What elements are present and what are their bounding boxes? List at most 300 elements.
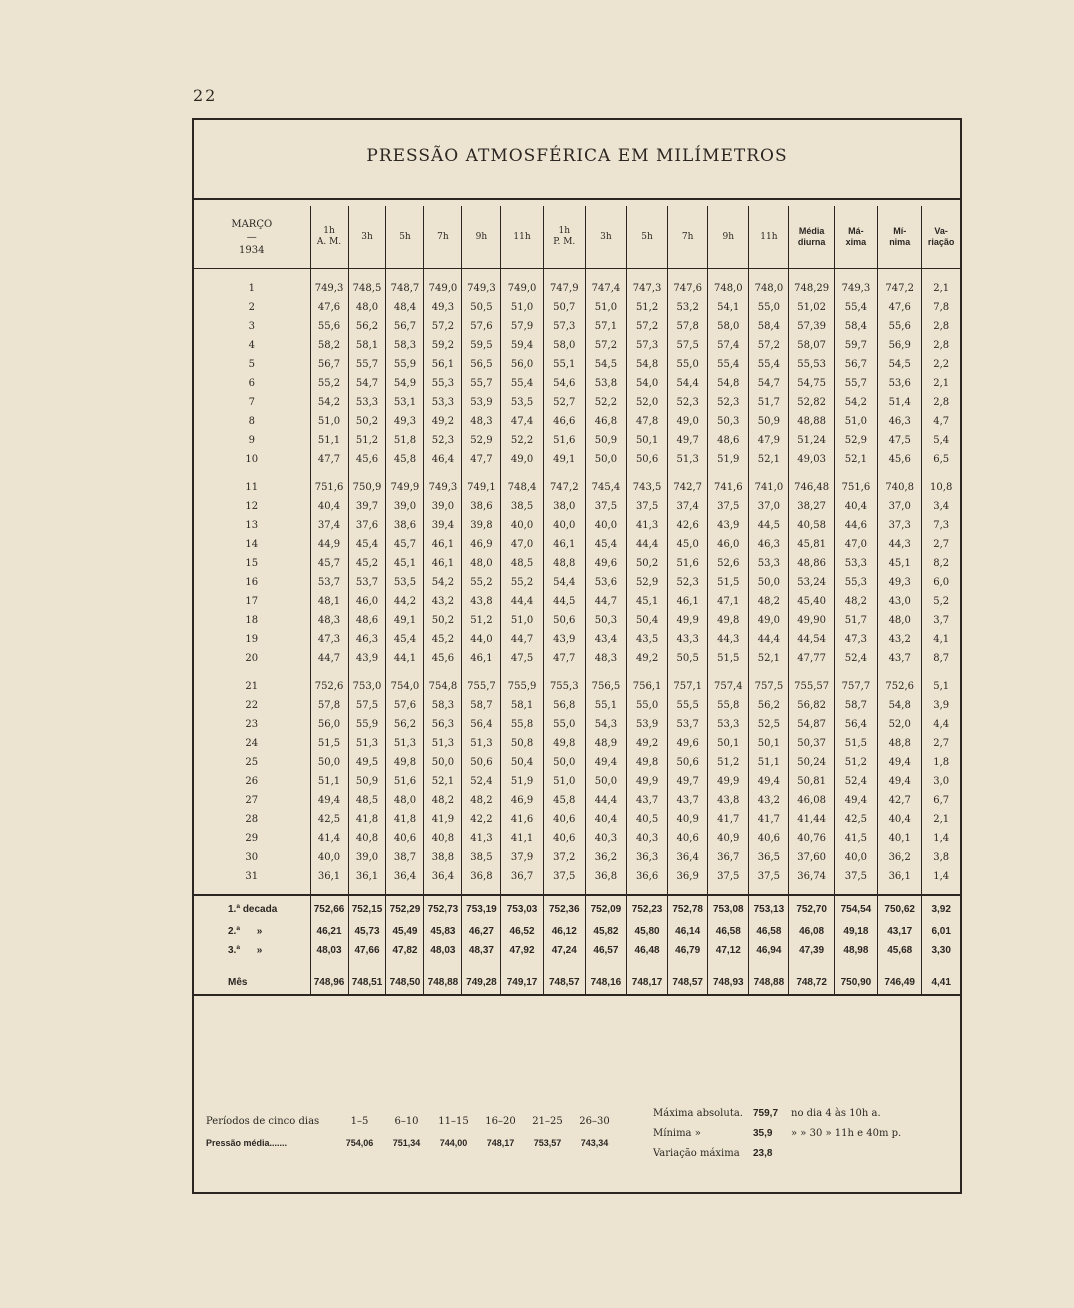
summary-value: 753,08 (708, 895, 749, 922)
summary-value: 48,03 (310, 941, 348, 960)
summary-value: 47,12 (708, 941, 749, 960)
value-cell: 48,3 (310, 611, 348, 630)
value-cell: 46,1 (543, 535, 585, 554)
spacer-cell (543, 668, 585, 677)
value-cell: 51,7 (834, 611, 877, 630)
value-cell: 748,0 (749, 279, 789, 298)
value-cell: 37,60 (789, 848, 834, 867)
spacer-cell (668, 469, 708, 478)
value-cell: 52,0 (878, 715, 922, 734)
day-cell: 15 (245, 558, 259, 569)
value-cell: 51,7 (749, 393, 789, 412)
value-cell: 44,4 (627, 535, 668, 554)
table-row (194, 734, 960, 753)
table-row (194, 810, 960, 829)
value-cell: 51,02 (789, 298, 834, 317)
value-cell: 45,4 (386, 630, 424, 649)
value-cell: 55,2 (501, 573, 543, 592)
value-cell: 45,0 (668, 535, 708, 554)
value-cell: 40,6 (543, 810, 585, 829)
value-cell: 54,87 (789, 715, 834, 734)
table-row (194, 450, 960, 469)
day-cell: 19 (245, 634, 259, 645)
value-cell: 748,7 (386, 279, 424, 298)
value-cell: 36,74 (789, 867, 834, 886)
value-cell: 51,2 (627, 298, 668, 317)
value-cell: 10,8 (922, 478, 960, 497)
spacer-cell (585, 269, 626, 280)
value-cell: 56,82 (789, 696, 834, 715)
value-cell: 58,1 (501, 696, 543, 715)
value-cell: 38,7 (386, 848, 424, 867)
summary-value: 47,66 (348, 941, 386, 960)
value-cell: 49,2 (627, 734, 668, 753)
value-cell: 56,7 (310, 355, 348, 374)
value-cell: 36,2 (878, 848, 922, 867)
table-row (194, 374, 960, 393)
value-cell: 50,2 (424, 611, 462, 630)
col-label-variacao: Va- riação (927, 226, 955, 247)
value-cell: 57,5 (668, 336, 708, 355)
value-cell: 6,0 (922, 573, 960, 592)
spacer-cell (878, 469, 922, 478)
value-cell: 50,6 (543, 611, 585, 630)
value-cell: 41,8 (386, 810, 424, 829)
value-cell: 48,88 (789, 412, 834, 431)
summary-value: 748,96 (310, 970, 348, 995)
table-row (194, 753, 960, 772)
value-cell: 1,4 (922, 867, 960, 886)
value-cell: 55,4 (749, 355, 789, 374)
value-cell: 54,4 (543, 573, 585, 592)
value-cell: 37,3 (878, 516, 922, 535)
value-cell: 42,6 (668, 516, 708, 535)
day-cell: 17 (245, 596, 259, 607)
value-cell: 36,8 (585, 867, 626, 886)
page-title: PRESSÃO ATMOSFÉRICA EM MILÍMETROS (366, 146, 788, 166)
value-cell: 755,9 (501, 677, 543, 696)
col-hour: 5h (399, 231, 411, 242)
value-cell: 55,8 (501, 715, 543, 734)
value-cell: 44,7 (310, 649, 348, 668)
spacer-cell (310, 886, 348, 895)
value-cell: 750,9 (348, 478, 386, 497)
value-cell: 49,3 (878, 573, 922, 592)
value-cell: 53,7 (668, 715, 708, 734)
value-cell: 46,1 (462, 649, 501, 668)
value-cell: 51,5 (310, 734, 348, 753)
value-cell: 40,6 (749, 829, 789, 848)
value-cell: 747,3 (627, 279, 668, 298)
value-cell: 749,0 (424, 279, 462, 298)
page-number: 22 (193, 86, 218, 105)
value-cell: 5,1 (922, 677, 960, 696)
value-cell: 38,6 (462, 497, 501, 516)
value-cell: 52,82 (789, 393, 834, 412)
value-cell: 44,7 (501, 630, 543, 649)
value-cell: 37,2 (543, 848, 585, 867)
value-cell: 40,4 (834, 497, 877, 516)
summary-value: 48,03 (424, 941, 462, 960)
value-cell: 55,4 (708, 355, 749, 374)
col-header-5 (501, 206, 543, 269)
value-cell: 46,0 (708, 535, 749, 554)
value-cell: 48,0 (348, 298, 386, 317)
spacer-row (194, 668, 960, 677)
value-cell: 56,7 (834, 355, 877, 374)
value-cell: 56,9 (878, 336, 922, 355)
value-cell: 50,6 (668, 753, 708, 772)
value-cell: 748,29 (789, 279, 834, 298)
summary-value: 748,57 (543, 970, 585, 995)
value-cell: 749,3 (462, 279, 501, 298)
value-cell: 44,2 (386, 592, 424, 611)
value-cell: 36,4 (386, 867, 424, 886)
value-cell: 49,4 (834, 791, 877, 810)
col-hour: 7h (681, 231, 694, 242)
value-cell: 745,4 (585, 478, 626, 497)
spacer-cell (348, 668, 386, 677)
spacer-cell (749, 668, 789, 677)
spacer-cell (386, 668, 424, 677)
spacer-cell (922, 469, 960, 478)
summary-value: 752,23 (627, 895, 668, 922)
value-cell: 44,3 (708, 630, 749, 649)
value-cell: 44,5 (543, 592, 585, 611)
value-cell: 55,7 (348, 355, 386, 374)
value-cell: 51,3 (462, 734, 501, 753)
value-cell: 41,5 (834, 829, 877, 848)
value-cell: 7,3 (922, 516, 960, 535)
value-cell: 58,0 (708, 317, 749, 336)
value-cell: 47,5 (501, 649, 543, 668)
value-cell: 48,2 (749, 592, 789, 611)
summary-value: 46,14 (668, 922, 708, 941)
value-cell: 39,7 (348, 497, 386, 516)
pressure-table (194, 206, 960, 996)
summary-row (194, 941, 960, 960)
value-cell: 59,7 (834, 336, 877, 355)
summary-value: 752,70 (789, 895, 834, 922)
value-cell: 50,2 (348, 412, 386, 431)
value-cell: 55,7 (834, 374, 877, 393)
value-cell: 45,6 (424, 649, 462, 668)
value-cell: 37,5 (627, 497, 668, 516)
value-cell: 49,1 (543, 450, 585, 469)
value-cell: 52,9 (462, 431, 501, 450)
spacer-cell (922, 886, 960, 895)
value-cell: 52,2 (501, 431, 543, 450)
value-cell: 45,6 (348, 450, 386, 469)
value-cell: 7,8 (922, 298, 960, 317)
day-cell: 20 (245, 653, 259, 664)
summary-gap (194, 960, 960, 970)
value-cell: 52,4 (834, 772, 877, 791)
pressure-3: 744,00 (439, 1138, 468, 1148)
pressure-label: Pressão média....... (206, 1138, 288, 1148)
extreme-min-value: 35,9 (753, 1128, 773, 1139)
value-cell: 53,6 (585, 573, 626, 592)
spacer-cell (462, 960, 501, 970)
day-cell: 23 (245, 719, 259, 730)
summary-value: 3,30 (922, 941, 960, 960)
value-cell: 43,3 (668, 630, 708, 649)
value-cell: 53,3 (749, 554, 789, 573)
table-row (194, 592, 960, 611)
value-cell: 44,54 (789, 630, 834, 649)
value-cell: 36,1 (878, 867, 922, 886)
day-cell: 27 (245, 795, 259, 806)
value-cell: 2,1 (922, 279, 960, 298)
extreme-max-row (653, 1108, 953, 1128)
value-cell: 47,1 (708, 592, 749, 611)
extreme-var-row (653, 1148, 953, 1168)
pressure-5: 753,57 (533, 1138, 562, 1148)
value-cell: 54,5 (585, 355, 626, 374)
spacer-cell (424, 886, 462, 895)
value-cell: 46,1 (668, 592, 708, 611)
value-cell: 42,5 (834, 810, 877, 829)
value-cell: 51,1 (310, 772, 348, 791)
value-cell: 50,37 (789, 734, 834, 753)
value-cell: 39,8 (462, 516, 501, 535)
value-cell: 41,4 (310, 829, 348, 848)
value-cell: 50,1 (627, 431, 668, 450)
value-cell: 52,4 (834, 649, 877, 668)
value-cell: 54,2 (834, 393, 877, 412)
spacer-cell (627, 886, 668, 895)
value-cell: 50,0 (585, 450, 626, 469)
col-header-10 (708, 206, 749, 269)
value-cell: 43,9 (543, 630, 585, 649)
value-cell: 37,0 (878, 497, 922, 516)
summary-value: 748,93 (708, 970, 749, 995)
value-cell: 38,27 (789, 497, 834, 516)
value-cell: 40,9 (668, 810, 708, 829)
value-cell: 53,3 (708, 715, 749, 734)
value-cell: 740,8 (878, 478, 922, 497)
value-cell: 51,3 (348, 734, 386, 753)
extreme-var-label: Variação máxima (653, 1148, 740, 1159)
value-cell: 42,7 (878, 791, 922, 810)
value-cell: 57,2 (627, 317, 668, 336)
value-cell: 43,7 (627, 791, 668, 810)
value-cell: 50,2 (627, 554, 668, 573)
value-cell: 748,0 (708, 279, 749, 298)
value-cell: 53,9 (627, 715, 668, 734)
summary-value: 46,94 (749, 941, 789, 960)
value-cell: 3,7 (922, 611, 960, 630)
summary-value: 46,27 (462, 922, 501, 941)
value-cell: 56,0 (501, 355, 543, 374)
summary-label: Mês (194, 970, 310, 995)
table-row (194, 611, 960, 630)
value-cell: 50,9 (749, 412, 789, 431)
value-cell: 56,8 (543, 696, 585, 715)
value-cell: 46,1 (424, 554, 462, 573)
value-cell: 54,5 (878, 355, 922, 374)
value-cell: 58,3 (424, 696, 462, 715)
day-cell: 4 (248, 340, 255, 351)
value-cell: 50,5 (462, 298, 501, 317)
value-cell: 48,8 (878, 734, 922, 753)
value-cell: 47,7 (310, 450, 348, 469)
value-cell: 51,4 (878, 393, 922, 412)
spacer-cell (310, 269, 348, 280)
summary-value: 46,79 (668, 941, 708, 960)
table-row (194, 649, 960, 668)
value-cell: 57,2 (424, 317, 462, 336)
summary-value: 46,58 (708, 922, 749, 941)
spacer-cell (749, 886, 789, 895)
value-cell: 55,2 (310, 374, 348, 393)
value-cell: 37,5 (749, 867, 789, 886)
value-cell: 58,2 (310, 336, 348, 355)
value-cell: 51,3 (386, 734, 424, 753)
value-cell: 49,3 (386, 412, 424, 431)
value-cell: 50,0 (585, 772, 626, 791)
value-cell: 41,1 (501, 829, 543, 848)
value-cell: 751,6 (834, 478, 877, 497)
value-cell: 41,7 (749, 810, 789, 829)
value-cell: 50,6 (462, 753, 501, 772)
summary-value: 748,57 (668, 970, 708, 995)
value-cell: 47,0 (834, 535, 877, 554)
summary-value: 752,09 (585, 895, 626, 922)
value-cell: 2,8 (922, 317, 960, 336)
value-cell: 50,6 (627, 450, 668, 469)
extreme-max-value: 759,7 (753, 1108, 779, 1119)
value-cell: 6,5 (922, 450, 960, 469)
spacer-cell (708, 469, 749, 478)
period-1: 1–5 (350, 1116, 369, 1127)
period-5: 21–25 (532, 1116, 563, 1127)
spacer-cell (462, 269, 501, 280)
value-cell: 747,2 (543, 478, 585, 497)
value-cell: 50,3 (585, 611, 626, 630)
table-row (194, 497, 960, 516)
value-cell: 40,4 (878, 810, 922, 829)
value-cell: 54,6 (543, 374, 585, 393)
summary-value: 47,24 (543, 941, 585, 960)
value-cell: 751,6 (310, 478, 348, 497)
value-cell: 44,4 (501, 592, 543, 611)
value-cell: 58,07 (789, 336, 834, 355)
value-cell: 55,6 (310, 317, 348, 336)
table-row (194, 791, 960, 810)
value-cell: 48,6 (708, 431, 749, 450)
value-cell: 757,4 (708, 677, 749, 696)
day-cell: 5 (248, 359, 255, 370)
value-cell: 48,0 (878, 611, 922, 630)
value-cell: 45,6 (878, 450, 922, 469)
value-cell: 47,8 (627, 412, 668, 431)
table-row (194, 355, 960, 374)
value-cell: 54,0 (627, 374, 668, 393)
summary-value: 4,41 (922, 970, 960, 995)
value-cell: 54,8 (627, 355, 668, 374)
value-cell: 52,3 (424, 431, 462, 450)
value-cell: 38,8 (424, 848, 462, 867)
value-cell: 51,8 (386, 431, 424, 450)
value-cell: 58,4 (749, 317, 789, 336)
value-cell: 56,2 (386, 715, 424, 734)
value-cell: 47,3 (310, 630, 348, 649)
col-period: A. M. (316, 237, 342, 247)
spacer-cell (585, 469, 626, 478)
value-cell: 56,3 (424, 715, 462, 734)
value-cell: 49,03 (789, 450, 834, 469)
value-cell: 54,75 (789, 374, 834, 393)
value-cell: 48,9 (585, 734, 626, 753)
value-cell: 52,1 (749, 450, 789, 469)
value-cell: 47,0 (501, 535, 543, 554)
value-cell: 48,2 (424, 791, 462, 810)
value-cell: 45,1 (878, 554, 922, 573)
value-cell: 49,6 (585, 554, 626, 573)
col-header-6 (543, 206, 585, 269)
summary-value: 3,92 (922, 895, 960, 922)
value-cell: 2,7 (922, 535, 960, 554)
value-cell: 45,2 (424, 630, 462, 649)
value-cell: 57,6 (386, 696, 424, 715)
value-cell: 56,4 (462, 715, 501, 734)
spacer-cell (501, 886, 543, 895)
value-cell: 51,5 (708, 573, 749, 592)
summary-value: 45,83 (424, 922, 462, 941)
value-cell: 48,6 (348, 611, 386, 630)
value-cell: 57,8 (310, 696, 348, 715)
day-cell: 26 (245, 776, 259, 787)
value-cell: 52,0 (627, 393, 668, 412)
col-label-media: Média diurna (797, 226, 826, 247)
value-cell: 46,4 (424, 450, 462, 469)
value-cell: 40,4 (585, 810, 626, 829)
value-cell: 55,3 (834, 573, 877, 592)
periods-block (206, 1116, 626, 1160)
value-cell: 55,53 (789, 355, 834, 374)
value-cell: 46,6 (543, 412, 585, 431)
value-cell: 754,8 (424, 677, 462, 696)
day-cell: 11 (245, 482, 259, 493)
value-cell: 55,4 (834, 298, 877, 317)
table-row (194, 848, 960, 867)
value-cell: 49,5 (348, 753, 386, 772)
summary-value: 752,66 (310, 895, 348, 922)
summary-label: 3.ª » (228, 945, 263, 956)
value-cell: 749,3 (424, 478, 462, 497)
value-cell: 44,4 (585, 791, 626, 810)
value-cell: 53,7 (348, 573, 386, 592)
col-hour: 11h (513, 231, 531, 242)
value-cell: 50,24 (789, 753, 834, 772)
spacer-cell (668, 886, 708, 895)
value-cell: 6,7 (922, 791, 960, 810)
value-cell: 40,0 (501, 516, 543, 535)
spacer-cell (424, 469, 462, 478)
value-cell: 45,2 (348, 554, 386, 573)
value-cell: 51,0 (543, 772, 585, 791)
spacer-cell (789, 886, 834, 895)
summary-value: 48,98 (834, 941, 877, 960)
value-cell: 44,3 (878, 535, 922, 554)
spacer-cell (834, 960, 877, 970)
value-cell: 49,2 (627, 649, 668, 668)
value-cell: 2,7 (922, 734, 960, 753)
summary-value: 46,12 (543, 922, 585, 941)
value-cell: 52,3 (668, 573, 708, 592)
spacer-cell (789, 469, 834, 478)
